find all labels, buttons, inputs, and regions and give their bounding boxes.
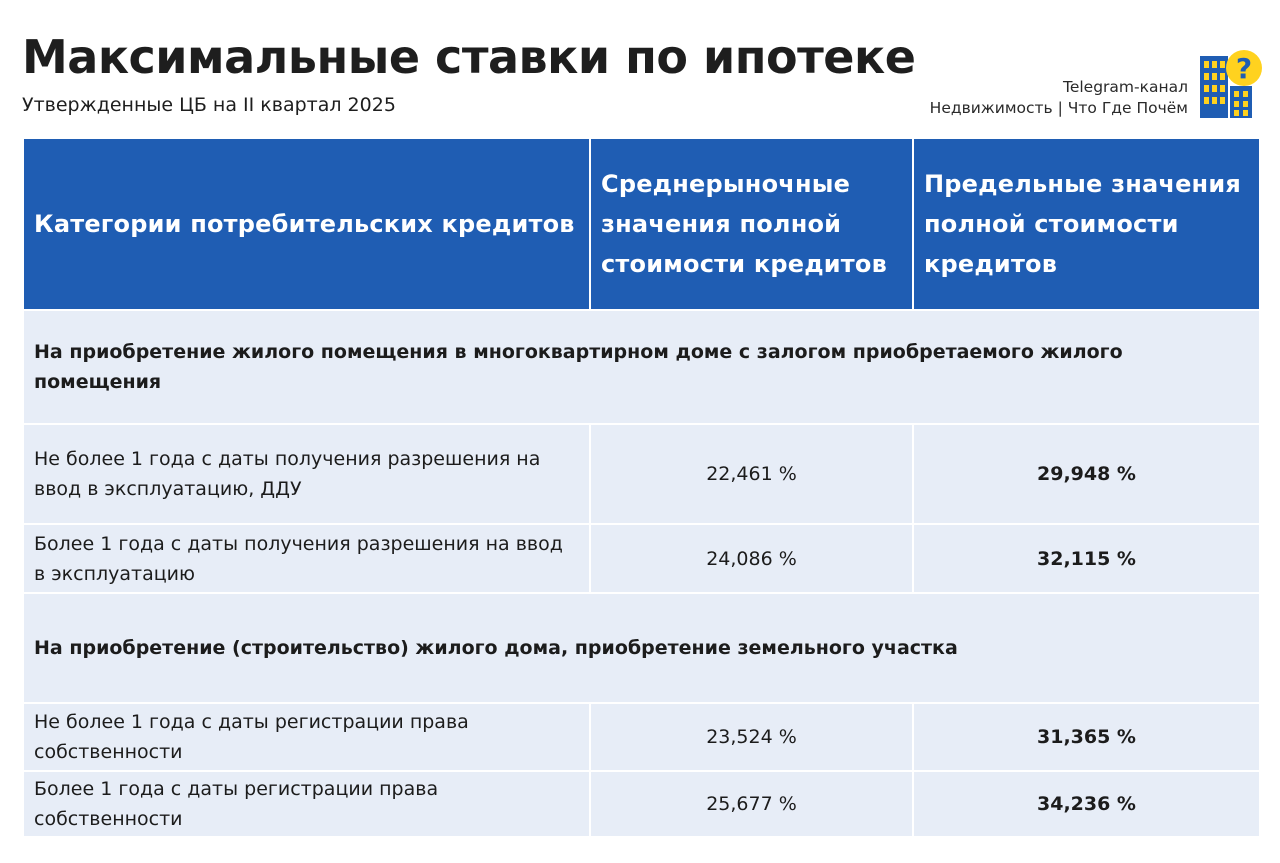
category-cell: Не более 1 года с даты регистрации права собственности [23,703,590,771]
mortgage-rates-table [22,137,1261,838]
table-row [23,424,1260,524]
limit-rate-cell: 32,115 % [913,524,1260,593]
section-title-house: На приобретение (строительство) жилого дома, приобретение земельного участка [23,593,1260,703]
average-rate-cell: 22,461 % [590,424,913,524]
average-rate-cell: 24,086 % [590,524,913,593]
logo-badge-text: ? [1235,52,1253,85]
average-rate-cell: 23,524 % [590,703,913,771]
table-row [23,771,1260,837]
column-header-category: Категории потребительских кредитов [23,138,590,310]
column-header-limit: Предельные значения полной стоимости кредитов [913,138,1260,310]
section-title-apartment: На приобретение жилого помещения в многоквартирном доме с залогом приобретаемого жилого помещения [23,310,1260,424]
section-row [23,593,1260,703]
limit-rate-cell: 29,948 % [913,424,1260,524]
category-cell: Более 1 года с даты регистрации права собственности [23,771,590,837]
limit-rate-cell: 34,236 % [913,771,1260,837]
limit-rate-cell: 31,365 % [913,703,1260,771]
channel-brand [930,77,1188,119]
page-subtitle: Утвержденные ЦБ на II квартал 2025 [22,94,396,116]
column-header-average: Среднерыночные значения полной стоимости кредитов [590,138,913,310]
brand-line-1: Telegram-канал [1062,78,1188,96]
category-cell: Не более 1 года с даты получения разрешения на ввод в эксплуатацию, ДДУ [23,424,590,524]
table-header-row [23,138,1260,310]
table-row [23,524,1260,593]
brand-line-2: Недвижимость | Что Где Почём [929,99,1188,117]
category-cell: Более 1 года с даты получения разрешения на ввод в эксплуатацию [23,524,590,593]
section-row [23,310,1260,424]
building-question-icon [1198,46,1264,120]
average-rate-cell: 25,677 % [590,771,913,837]
page-title: Максимальные ставки по ипотеке [22,30,916,84]
table-row [23,703,1260,771]
